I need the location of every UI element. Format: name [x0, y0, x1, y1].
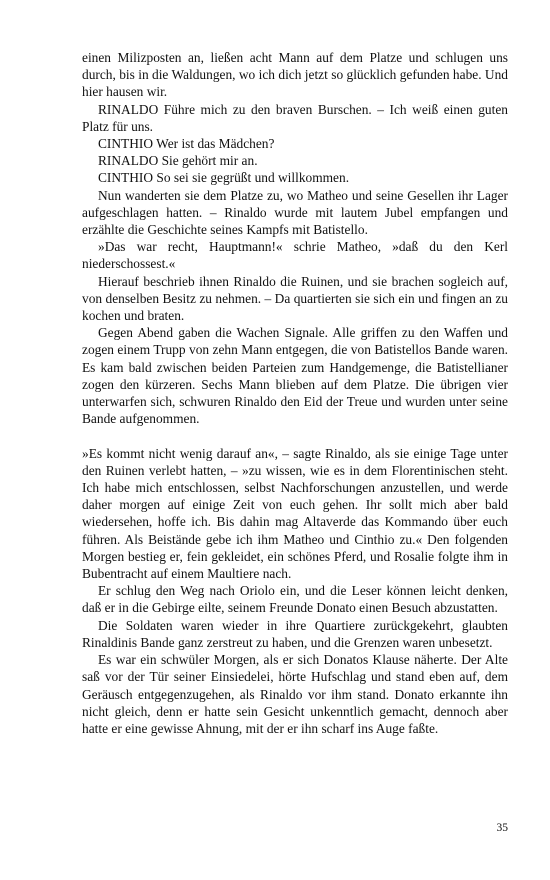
paragraph: CINTHIO Wer ist das Mädchen? [98, 136, 275, 152]
paragraph: Die Soldaten waren wieder in ihre Quartiere zurückgekehrt, glaubten Rinaldinis Bande ganz zerstreut zu haben, und die Grenzen waren unbesetzt. [82, 617, 508, 650]
paragraph: einen Milizposten an, ließen acht Mann auf dem Platze und schlugen uns durch, bis in die Waldungen, wo ich dich jetzt so glücklich gefunden habe. Und hier hausen wir. [82, 50, 508, 100]
paragraph: RINALDO Führe mich zu den braven Burschen. – Ich weiß einen guten Platz für uns. [82, 101, 508, 134]
paragraph: Gegen Abend gaben die Wachen Signale. Alle griffen zu den Waffen und zogen einem Trupp von zehn Mann entgegen, die von Batistellos Bande waren. Es kam bald zwischen beiden Parteien zum Handgemenge, die Batistellianer zogen den kürzeren. Sechs Mann blieben auf dem Platze. Die übrigen vier unterwarfen sich, schwuren Rinaldo den Eid der Treue und wurden unter seine Bande aufgenommen. [82, 325, 508, 427]
page-number: 35 [496, 822, 508, 834]
paragraph: CINTHIO So sei sie gegrüßt und willkommen. [98, 170, 350, 186]
page-body [82, 49, 508, 737]
paragraph: »Das war recht, Hauptmann!« schrie Matheo, »daß du den Kerl niederschossest.« [82, 239, 508, 272]
paragraph: Hierauf beschrieb ihnen Rinaldo die Ruinen, und sie brachen sogleich auf, von denselben Besitz zu nehmen. – Da quartierten sie sich ein und fingen an zu kochen und braten. [82, 273, 508, 324]
paragraph: Nun wanderten sie dem Platze zu, wo Matheo und seine Gesellen ihr Lager aufgeschlagen hatten. – Rinaldo wurde mit lautem Jubel empfangen und erzählte die Geschichte seines Kampfs mit Batistello. [82, 187, 508, 238]
paragraph: Er schlug den Weg nach Oriolo ein, und die Leser können leicht denken, daß er in die Gebirge eilte, seinem Freunde Donato einen Besuch abzustatten. [82, 583, 508, 616]
paragraph: RINALDO Sie gehört mir an. [98, 153, 258, 169]
paragraph: Es war ein schwüler Morgen, als er sich Donatos Klause näherte. Der Alte saß vor der Tür seiner Einsiedelei, hörte Hufschlag und stand eben auf, dem Geräusch entgegenzugehen, als Rinaldo vor ihm stand. Donato erkannte ihn nicht gleich, denn er hatte sein Gesicht unkenntlich gemacht, dennoch aber hatte er eine gewisse Ahnung, mit der er ihn scharf ins Auge faßte. [82, 652, 508, 736]
paragraph: »Es kommt nicht wenig darauf an«, – sagte Rinaldo, als sie einige Tage unter den Ruinen verlebt hatten, – »zu wissen, wie es in dem Florentinischen steht. Ich habe mich entschlossen, selbst Nachforschungen anzustellen, und werde daher morgen auf einige Zeit von euch gehen. Ihr sollt mich aber bald wiedersehen, hoffe ich. Bis dahin mag Altaverde das Kommando über euch führen. Als Beistände gebe ich ihm Matheo und Cinthio zu.« Den folgenden Morgen bestieg er, fein gekleidet, ein schönes Pferd, und Rosalie folgte ihm in Bubentracht auf einem Maultiere nach. [82, 445, 508, 582]
